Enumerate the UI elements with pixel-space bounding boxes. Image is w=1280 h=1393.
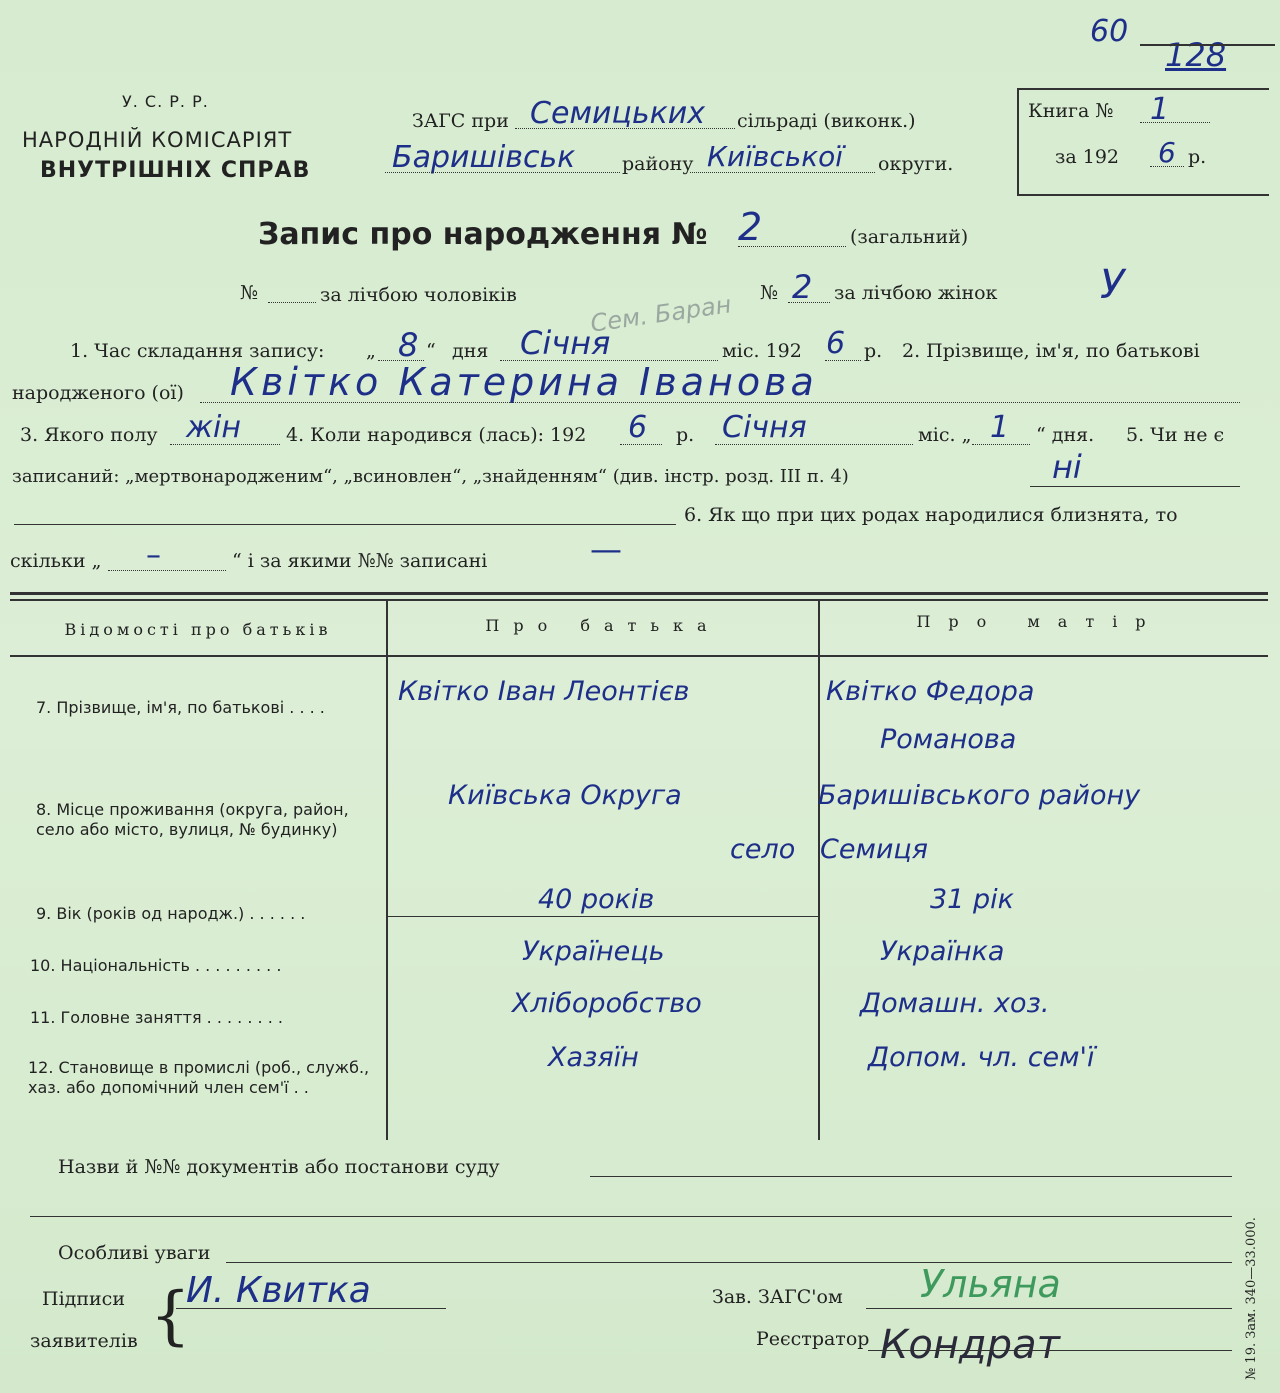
row10-mother: Українка	[880, 936, 1005, 967]
field6-label: 6. Як що при цих родах народилися близнята, то	[684, 504, 1178, 526]
record-number: 2	[738, 205, 763, 249]
row8-mother: Баришівського району	[818, 780, 1141, 811]
village-council-line	[515, 128, 735, 129]
field2-value: Квітко Катерина Іванова	[230, 360, 818, 404]
registrar-line	[868, 1350, 1232, 1351]
village-council-value: Семицьких	[530, 96, 706, 131]
field4-day: 1	[990, 410, 1010, 445]
field6-numbers-label: “ і за якими №№ записані	[232, 550, 488, 572]
notes-line	[226, 1262, 1232, 1263]
row12-label: 12. Становище в промислі (роб., служб., хаз. або допомічний член сем'ї . .	[28, 1058, 370, 1097]
issuer-country: У. С. Р. Р.	[122, 92, 209, 111]
signatures-label: Підписи	[42, 1288, 125, 1310]
row10-label: 10. Національність . . . . . . . . .	[30, 956, 282, 975]
field1-day-label: дня	[452, 340, 489, 362]
book-number: 1	[1150, 92, 1170, 127]
row9-rule	[388, 916, 818, 917]
archive-rule	[1140, 44, 1275, 46]
pencil-note: Сем. Баран	[588, 290, 733, 338]
field2-sub-label: народженого (ої)	[12, 382, 184, 404]
row7-label: 7. Прізвище, ім'я, по батькові . . . .	[36, 698, 325, 717]
village-suffix: сільраді (виконк.)	[737, 110, 916, 132]
record-title: Запис про народження №	[258, 217, 708, 252]
field3-line	[170, 444, 280, 445]
row7-mother-2: Романова	[880, 724, 1017, 755]
row9-label: 9. Вік (років од народж.) . . . . . .	[36, 904, 306, 923]
applicants-label: заявителів	[30, 1330, 138, 1352]
okruha-suffix: округи.	[878, 153, 954, 175]
field5-line	[1030, 486, 1240, 487]
men-count-line	[268, 302, 316, 303]
field4-month: Січня	[722, 410, 807, 445]
registrar-signature: Кондрат	[880, 1322, 1060, 1368]
men-no-label: №	[240, 282, 258, 304]
field4-day-label: “ дня.	[1036, 424, 1095, 446]
signatures-brace: {	[150, 1279, 191, 1353]
book-year-digit: 6	[1158, 136, 1176, 169]
field5-continuation-line	[14, 524, 676, 525]
district-line	[385, 172, 620, 173]
table-top-rule-2	[10, 599, 1268, 601]
notes-label: Особливі уваги	[58, 1242, 211, 1264]
field2-line	[200, 402, 1240, 403]
field5-label: 5. Чи не є	[1126, 424, 1225, 446]
field1-year-suffix: р.	[864, 340, 883, 362]
documents-line-2	[30, 1216, 1232, 1217]
district-suffix: району	[622, 153, 694, 175]
applicant-signature: И. Квитка	[186, 1270, 371, 1311]
record-note: (загальний)	[850, 226, 969, 248]
field4-month-line	[715, 444, 913, 445]
applicant-line	[176, 1308, 446, 1309]
registrar-label: Реєстратор	[756, 1328, 870, 1350]
field5-text: записаний: „мертвонароджeним“, „всиновлен“, „знайденням“ (див. інстр. розд. III п. 4)	[12, 466, 849, 487]
field4-label: 4. Коли народився (лась): 192	[286, 424, 587, 446]
row11-father: Хліборобство	[512, 988, 702, 1019]
field2-label: 2. Прізвище, ім'я, по батькові	[902, 340, 1200, 362]
women-count-line	[788, 302, 830, 303]
women-count-value: 2	[792, 268, 813, 306]
side-print: № 19. Зам. 340—33.000.	[1244, 1217, 1259, 1380]
field1-month-label: міс. 192	[722, 340, 802, 362]
field3-value: жін	[186, 410, 241, 445]
issuer-commissariat: НАРОДНІЙ КОМІСАРІЯТ	[22, 128, 293, 152]
book-year-line	[1150, 166, 1184, 167]
row11-label: 11. Головне заняття . . . . . . . .	[30, 1008, 283, 1027]
book-number-line	[1140, 122, 1210, 123]
table-header-mother: Про матір	[916, 612, 1164, 631]
field6-count-line	[108, 570, 226, 571]
field6-numbers-value: —	[590, 530, 622, 568]
issuer-department: ВНУТРІШНІХ СПРАВ	[40, 158, 311, 183]
district-value: Баришівськ	[392, 140, 576, 175]
book-year-suffix: р.	[1188, 146, 1207, 168]
archive-top-number: 60	[1090, 14, 1129, 49]
row7-father: Квітко Іван Леонтієв	[398, 676, 690, 707]
field1-close-quote: “	[426, 340, 436, 362]
table-header-father: Про батька	[485, 616, 721, 635]
okruha-value: Київської	[707, 140, 844, 173]
row8-father-2: село	[730, 834, 796, 865]
archive-page-number: 128	[1165, 36, 1227, 74]
field6-count-value: –	[146, 538, 161, 573]
book-year-label: за 192	[1055, 146, 1119, 168]
field5-value: ні	[1052, 448, 1082, 486]
row8-mother-2: Семиця	[820, 834, 928, 865]
head-line	[866, 1308, 1232, 1309]
head-signature: Ульяна	[920, 1262, 1061, 1306]
field3-label: 3. Якого полу	[20, 424, 158, 446]
field1-month: Січня	[520, 324, 611, 362]
documents-label: Назви й №№ документів або постанови суду	[58, 1156, 500, 1178]
table-header-rule	[10, 655, 1268, 657]
field6-count-label: скільки „	[10, 550, 102, 572]
table-header-parents: Відомості про батьків	[64, 620, 332, 639]
table-col-rule-2	[818, 600, 820, 1140]
field4-year: 6	[628, 410, 648, 445]
field1-label: 1. Час складання запису:	[70, 340, 325, 362]
field4-day-line	[972, 444, 1030, 445]
margin-mark: У	[1100, 262, 1125, 308]
row7-mother: Квітко Федора	[826, 676, 1035, 707]
men-label: за лічбою чоловіків	[320, 284, 517, 306]
women-no-label: №	[760, 282, 778, 304]
field4-year-suffix: р.	[676, 424, 695, 446]
field4-month-label: міс. „	[918, 424, 972, 446]
zags-prefix: ЗАГС при	[412, 110, 509, 132]
row11-mother: Домашн. хоз.	[860, 988, 1050, 1019]
head-label: Зав. ЗАГС'ом	[712, 1286, 843, 1308]
row8-father: Київська Округа	[448, 780, 682, 811]
okruha-line	[690, 172, 875, 173]
record-number-line	[738, 246, 846, 247]
row12-father: Хазяїн	[548, 1042, 639, 1073]
field4-year-line	[620, 444, 662, 445]
row9-mother: 31 рік	[930, 884, 1014, 915]
field1-year-line	[825, 360, 861, 361]
field1-year: 6	[826, 326, 846, 361]
documents-line	[590, 1176, 1232, 1177]
row10-father: Українець	[522, 936, 665, 967]
table-col-rule-1	[386, 600, 388, 1140]
row9-father: 40 років	[538, 884, 655, 915]
women-label: за лічбою жінок	[834, 282, 998, 304]
row12-mother: Допом. чл. сем'ї	[868, 1042, 1095, 1073]
table-top-rule	[10, 592, 1268, 595]
field1-day: 8	[398, 326, 419, 364]
field1-open-quote: „	[366, 340, 376, 362]
book-label: Книга №	[1028, 100, 1114, 122]
row8-label: 8. Місце проживання (округа, район, село або місто, вулиця, № будинку)	[36, 800, 349, 839]
